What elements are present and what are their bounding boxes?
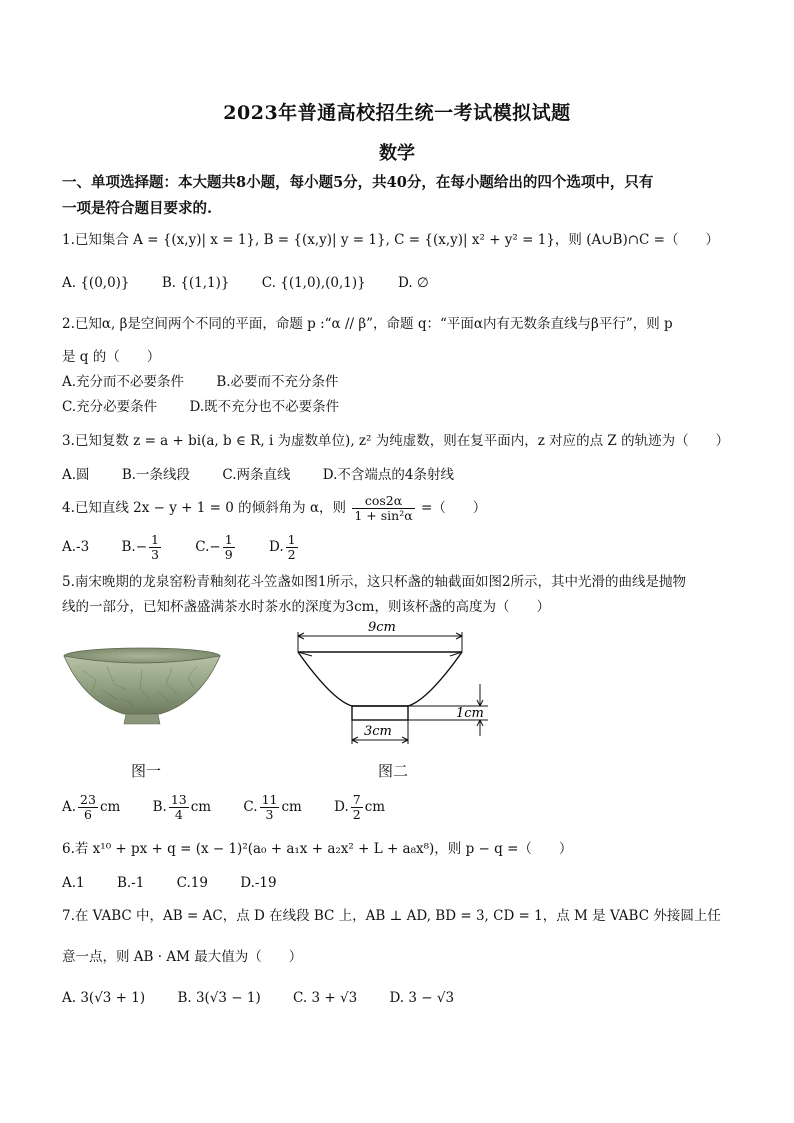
q4-option-c-sign: − <box>209 539 221 555</box>
q3-option-b: B.一条线段 <box>121 467 191 483</box>
question-2-stem-line1: 2.已知α, β是空间两个不同的平面，命题 p :“α // β”，命题 q：“平面α内有无数条直线与β平行”，则 p <box>62 316 673 332</box>
q4-option-b-fraction <box>149 533 161 562</box>
question-7-stem-line2: 意一点，则 AB · AM 最大值为（ ） <box>62 949 303 965</box>
q5-option-d-label: D. <box>334 799 349 815</box>
q5-option-a-label: A. <box>62 799 77 815</box>
bowl-cross-section-diagram <box>292 618 492 748</box>
q5-option-c-label: C. <box>243 799 258 815</box>
q4-fraction <box>352 494 414 523</box>
q6-option-c: C.19 <box>176 875 208 891</box>
q7-option-c: C. 3 + √3 <box>293 990 358 1006</box>
q4-option-d-fraction <box>286 533 298 562</box>
section-heading-line1: 一、单项选择题：本大题共8小题，每小题5分，共40分，在每小题给出的四个选项中，只有 <box>62 174 654 191</box>
q4-option-d <box>268 532 300 562</box>
q4-option-b-label: B. <box>121 539 136 555</box>
q4-option-b-sign: − <box>135 539 148 555</box>
q4-stem-suffix: =（ ） <box>420 500 487 516</box>
q4-option-c-den: 9 <box>224 547 233 562</box>
question-6-stem: 6.若 x¹⁰ + px + q = (x − 1)²(a₀ + a₁x + a₂x² + L + a₈x⁸)，则 p − q =（ ） <box>62 841 573 857</box>
q4-option-d-num: 1 <box>287 532 296 547</box>
question-3-options <box>62 464 482 486</box>
question-3-stem: 3.已知复数 z = a + bi(a, b ∈ R, i 为虚数单位), z² 为纯虚数，则在复平面内，z 对应的点 Z 的轨迹为（ ） <box>62 433 730 449</box>
q4-option-a-value: -3 <box>76 539 90 555</box>
q4-option-a <box>62 539 89 555</box>
question-1-options <box>62 272 457 294</box>
q1-option-d: D. ∅ <box>398 275 429 291</box>
q5-option-b-num: 13 <box>170 792 187 807</box>
q4-stem-prefix: 4.已知直线 2x − y + 1 = 0 的倾斜角为 α，则 <box>62 500 347 516</box>
q6-option-a: A.1 <box>62 875 85 891</box>
q5-option-c-unit: cm <box>281 799 302 815</box>
q5-option-a-num: 23 <box>80 792 96 807</box>
q5-option-b-fraction <box>169 793 189 822</box>
q4-option-c-fraction <box>223 533 235 562</box>
q5-option-c-den: 3 <box>265 807 274 822</box>
q5-option-b-den: 4 <box>174 807 183 822</box>
question-5-stem-line1: 5.南宋晚期的龙泉窑粉青釉刻花斗笠盏如图1所示，这只杯盏的轴截面如图2所示，其中光滑的曲线是抛物 <box>62 574 687 590</box>
q4-option-a-label: A. <box>62 539 77 555</box>
question-7-stem-line1: 7.在 VABC 中，AB = AC，点 D 在线段 BC 上，AB ⊥ AD, BD = 3, CD = 1，点 M 是 VABC 外接圆上任 <box>62 908 721 924</box>
section-heading-line2: 一项是符合题目要求的. <box>62 200 213 217</box>
q5-option-b-label: B. <box>152 799 167 815</box>
q4-fraction-numerator: cos2α <box>352 494 414 509</box>
question-6-options <box>62 872 305 894</box>
q5-option-d-num: 7 <box>352 792 361 807</box>
question-4-stem <box>62 491 734 525</box>
q1-option-c: C. {(1,0),(0,1)} <box>261 275 366 291</box>
q6-option-b: B.-1 <box>116 875 145 891</box>
dim-bottom-label: 3cm <box>364 724 392 739</box>
q5-option-d-fraction <box>351 793 363 822</box>
q1-option-b: B. {(1,1)} <box>161 275 230 291</box>
q2-option-b: B.必要而不充分条件 <box>216 374 339 390</box>
q4-option-b-num: 1 <box>151 532 159 547</box>
q7-option-d: D. 3 − √3 <box>389 990 455 1006</box>
question-4-options <box>62 530 328 564</box>
exam-title: 2023年普通高校招生统一考试模拟试题 <box>223 102 571 124</box>
q7-option-b: B. 3(√3 − 1) <box>177 990 261 1006</box>
q4-option-c <box>195 532 236 562</box>
q5-option-a-den: 6 <box>84 807 92 822</box>
question-5-stem-line2: 线的一部分，已知杯盏盛满茶水时茶水的深度为3cm，则该杯盏的高度为（ ） <box>62 599 550 615</box>
q3-option-d: D.不含端点的4条射线 <box>322 467 455 483</box>
question-2-options-row1 <box>62 371 367 393</box>
q2-option-c: C.充分必要条件 <box>62 399 158 415</box>
q5-option-c <box>243 792 302 822</box>
q5-option-c-num: 11 <box>261 792 278 807</box>
question-1-stem: 1.已知集合 A = {(x,y)| x = 1}, B = {(x,y)| y = 1}, C = {(x,y)| x² + y² = 1}，则 (A∪B)∩C =（ ） <box>62 232 719 248</box>
q7-option-a: A. 3(√3 + 1) <box>62 990 146 1006</box>
q5-option-a-unit: cm <box>99 799 121 815</box>
q5-option-d-den: 2 <box>352 807 361 822</box>
question-5-options <box>62 788 413 826</box>
q3-option-c: C.两条直线 <box>222 467 291 483</box>
q2-option-a: A.充分而不必要条件 <box>62 374 185 390</box>
q5-option-d-unit: cm <box>364 799 386 815</box>
question-7-options <box>62 987 482 1009</box>
dim-top-label: 9cm <box>368 620 396 635</box>
q5-option-b <box>152 792 212 822</box>
q6-option-d: D.-19 <box>240 875 277 891</box>
q4-option-b <box>121 532 163 562</box>
question-2-options-row2 <box>62 396 367 418</box>
q5-option-c-fraction <box>260 793 280 822</box>
q5-option-a <box>62 792 121 822</box>
q1-option-a: A. {(0,0)} <box>62 275 130 291</box>
bowl-photo-figure <box>62 640 222 730</box>
q4-option-c-num: 1 <box>224 532 233 547</box>
q5-option-b-unit: cm <box>190 799 212 815</box>
q5-option-d <box>334 792 386 822</box>
dim-side-label: 1cm <box>456 706 484 721</box>
subject-heading: 数学 <box>379 143 415 164</box>
figure-2-caption: 图二 <box>378 762 409 780</box>
q4-fraction-denominator: 1 + sin²α <box>354 508 413 523</box>
figure-1-caption: 图一 <box>131 762 162 780</box>
q2-option-d: D.既不充分也不必要条件 <box>189 399 340 415</box>
question-2-stem-line2: 是 q 的（ ） <box>62 349 161 365</box>
q5-option-a-fraction <box>78 793 98 822</box>
q4-option-c-label: C. <box>195 539 210 555</box>
q4-option-d-label: D. <box>268 539 284 555</box>
q3-option-a: A.圆 <box>62 467 90 483</box>
q4-option-b-den: 3 <box>151 547 159 562</box>
q4-option-d-den: 2 <box>287 547 296 562</box>
